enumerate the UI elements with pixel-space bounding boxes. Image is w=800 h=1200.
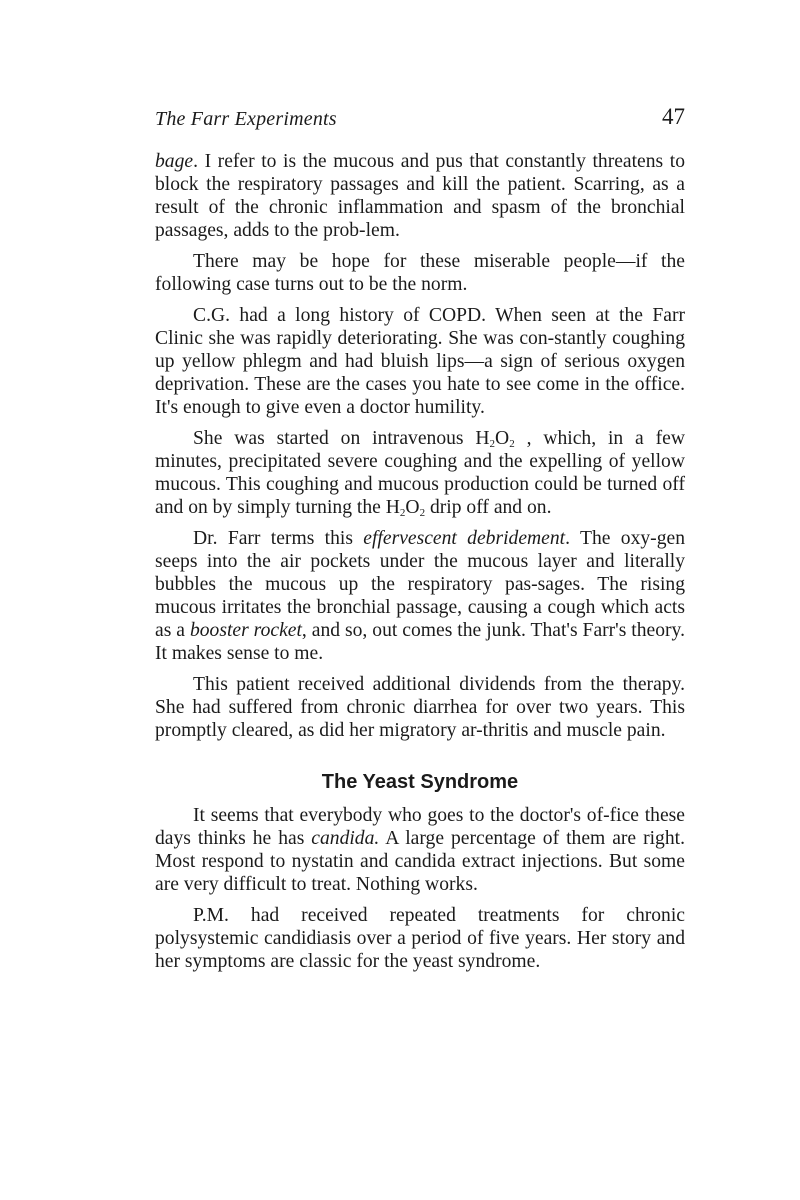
page-number: 47 <box>662 104 685 129</box>
paragraph-intravenous <box>155 427 685 519</box>
subscript: 2 <box>419 507 426 519</box>
paragraph-text: , and so, out comes the junk. That's Farr's theory. It makes sense to me. <box>155 620 685 664</box>
paragraph-text: , which, in a few minutes, precipitated severe coughing and the expelling of yellow mucous. This coughing and mucous production could be turned off and on by simply turning the H <box>155 428 685 518</box>
paragraph-text: O <box>495 428 510 449</box>
paragraph-text: drip off and on. <box>425 497 552 518</box>
paragraph-text: O <box>405 497 420 518</box>
paragraph-text: It seems that everybody who goes to the doctor's of-fice these days thinks he has <box>155 805 685 849</box>
subscript: 2 <box>399 507 406 519</box>
subscript: 2 <box>489 438 496 450</box>
paragraph-candida <box>155 804 685 896</box>
italic-phrase: booster rocket <box>189 620 302 641</box>
paragraph-text: A large percentage of them are right. Most respond to nystatin and candida extract injections. But some are very difficult to treat. Nothing works. <box>155 828 685 895</box>
paragraph-dividends: This patient received additional dividends from the therapy. She had suffered from chronic diarrhea for over two years. This promptly cleared, as did her migratory ar-thritis and muscle pain. <box>155 674 685 741</box>
italic-word: candida. <box>311 828 380 849</box>
paragraph-text: . I refer to is the mucous and pus that constantly threatens to block the respiratory passages and kill the patient. Scarring, as a result of the chronic inflammation and spasm of the bronchial passages, adds to the prob-lem. <box>155 151 685 241</box>
italic-word: bage <box>155 151 194 172</box>
running-header <box>155 104 685 136</box>
paragraph-text: She was started on intravenous H <box>193 428 490 449</box>
paragraph-case-pm: P.M. had received repeated treatments for chronic polysystemic candidiasis over a period of five years. Her story and her symptoms are classic for the yeast syndrome. <box>155 905 685 972</box>
italic-phrase: effervescent debridement <box>363 528 566 549</box>
book-page <box>155 104 685 981</box>
paragraph-case-cg: C.G. had a long history of COPD. When seen at the Farr Clinic she was rapidly deteriorating. She was con-stantly coughing up yellow phlegm and had bluish lips—a sign of serious oxygen deprivation. These are the cases you hate to see come in the office. It's enough to give even a doctor humility. <box>155 305 685 418</box>
paragraph-debridement <box>155 527 685 665</box>
subscript: 2 <box>509 438 515 450</box>
paragraph-text: Dr. Farr terms this <box>193 528 364 549</box>
section-heading: The Yeast Syndrome <box>321 771 519 793</box>
paragraph-hope: There may be hope for these miserable people—if the following case turns out to be the norm. <box>155 251 685 295</box>
paragraph-text: . The oxy-gen seeps into the air pockets under the mucous layer and literally bubbles the mucous up the respiratory pas-sages. The rising mucous irritates the bronchial passage, causing a cough which acts as a <box>155 528 685 641</box>
paragraph-continuation <box>155 150 685 242</box>
running-title: The Farr Experiments <box>155 108 337 130</box>
